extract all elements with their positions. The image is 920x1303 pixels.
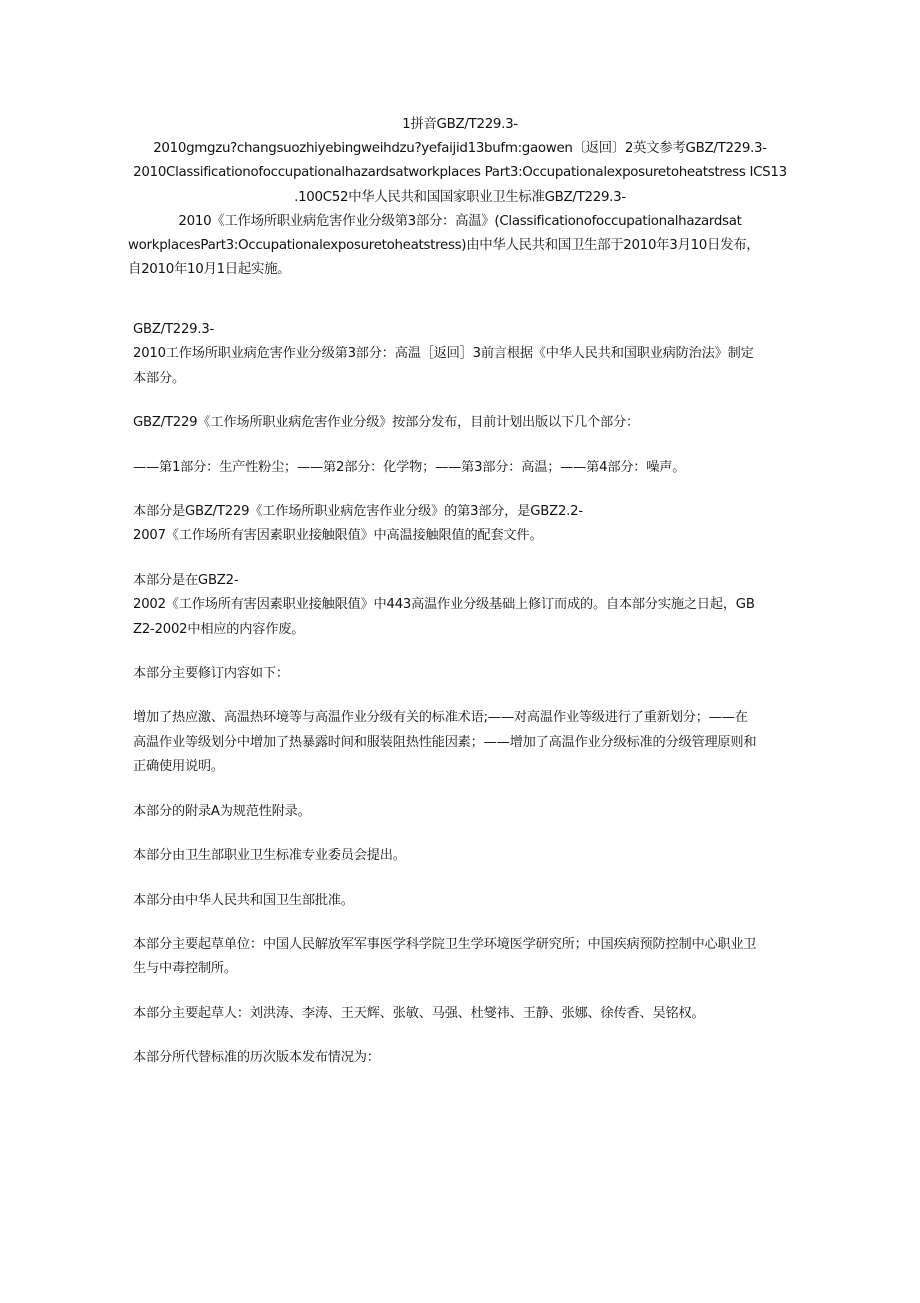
paragraph-line: ——第1部分：生产性粉尘；——第2部分：化学物；——第3部分：高温；——第4部分：噪声。 [133, 459, 686, 475]
paragraph-foreword [133, 318, 783, 391]
paragraph-annex [133, 800, 783, 824]
paragraph-line: 本部分是在GBZ2- [133, 572, 239, 588]
paragraph-line: 本部分是GBZ/T229《工作场所职业病危害作业分级》的第3部分，是GBZ2.2- [133, 504, 583, 520]
paragraph-revision-basis [133, 569, 783, 642]
paragraph-line: 2007《工作场所有害因素职业接触限值》中高温接触限值的配套文件。 [133, 528, 543, 544]
paragraph-drafting-units [133, 933, 783, 982]
paragraph-line: 本部分所代替标准的历次版本发布情况为： [133, 1050, 380, 1066]
header-line: workplacesPart3:Occupationalexposuretoheatstress)由中华人民共和国卫生部于2010年3月10日发布， [128, 238, 760, 254]
paragraph-line: 2010工作场所职业病危害作业分级第3部分：高温［返回］3前言根据《中华人民共和国职业病防治法》制定 [133, 346, 754, 362]
paragraph-line: 增加了热应激、高温热环境等与高温作业分级有关的标准术语;——对高温作业等级进行了重新划分；——在 [133, 710, 748, 726]
paragraph-drafters [133, 1002, 783, 1026]
paragraph-line: GBZ/T229.3- [133, 322, 215, 337]
paragraph-revision-heading [133, 662, 783, 686]
paragraph-line: GBZ/T229《工作场所职业病危害作业分级》按部分发布，目前计划出版以下几个部分： [133, 415, 639, 431]
header-line: 2010gmgzu?changsuozhiyebingweihdzu?yefaijid13bufm:gaowen〔返回〕2英文参考GBZ/T229.3- [153, 141, 767, 157]
paragraph-relation [133, 500, 783, 549]
header-line: 2010《工作场所职业病危害作业分级第3部分：高温》(Classificationofoccupationalhazardsat [178, 213, 742, 229]
document-body [133, 318, 783, 1091]
header-line: 2010Classificationofoccupationalhazardsatworkplaces Part3:Occupationalexposuretoheatstress ICS13 [133, 165, 787, 181]
header-line: 1拼音GBZ/T229.3- [402, 117, 518, 132]
paragraph-line: 本部分主要起草单位：中国人民解放军军事医学科学院卫生学环境医学研究所；中国疾病预防控制中心职业卫 [133, 936, 757, 952]
paragraph-line: 生与中毒控制所。 [133, 961, 237, 977]
paragraph-line: 本部分的附录A为规范性附录。 [133, 803, 311, 819]
paragraph-line: Z2-2002中相应的内容作废。 [133, 621, 305, 637]
paragraph-approver [133, 889, 783, 913]
paragraph-line: 本部分主要修订内容如下： [133, 666, 289, 682]
paragraph-line: 2002《工作场所有害因素职业接触限值》中443高温作业分级基础上修订而成的。自本部分实施之日起，GB [133, 597, 755, 613]
document-header [128, 113, 792, 282]
paragraph-proposer [133, 844, 783, 868]
paragraph-parts-list [133, 456, 783, 480]
paragraph-line: 本部分由中华人民共和国卫生部批准。 [133, 892, 354, 908]
paragraph-line: 本部分。 [133, 370, 185, 386]
paragraph-line: 本部分主要起草人：刘洪涛、李涛、王天辉、张敏、马强、杜燮祎、王静、张娜、徐传香、吴铭权。 [133, 1005, 705, 1021]
paragraph-line: 本部分由卫生部职业卫生标准专业委员会提出。 [133, 848, 406, 864]
paragraph-revision-items [133, 706, 783, 779]
paragraph-line: 高温作业等级划分中增加了热暴露时间和服装阻热性能因素；——增加了高温作业分级标准的分级管理原则和 [133, 734, 757, 750]
paragraph-history [133, 1046, 783, 1070]
header-line: .100C52中华人民共和国国家职业卫生标准GBZ/T229.3- [294, 189, 626, 205]
paragraph-parts-intro [133, 411, 783, 435]
header-line: 自2010年10月1日起实施。 [128, 262, 291, 278]
paragraph-line: 正确使用说明。 [133, 759, 224, 775]
